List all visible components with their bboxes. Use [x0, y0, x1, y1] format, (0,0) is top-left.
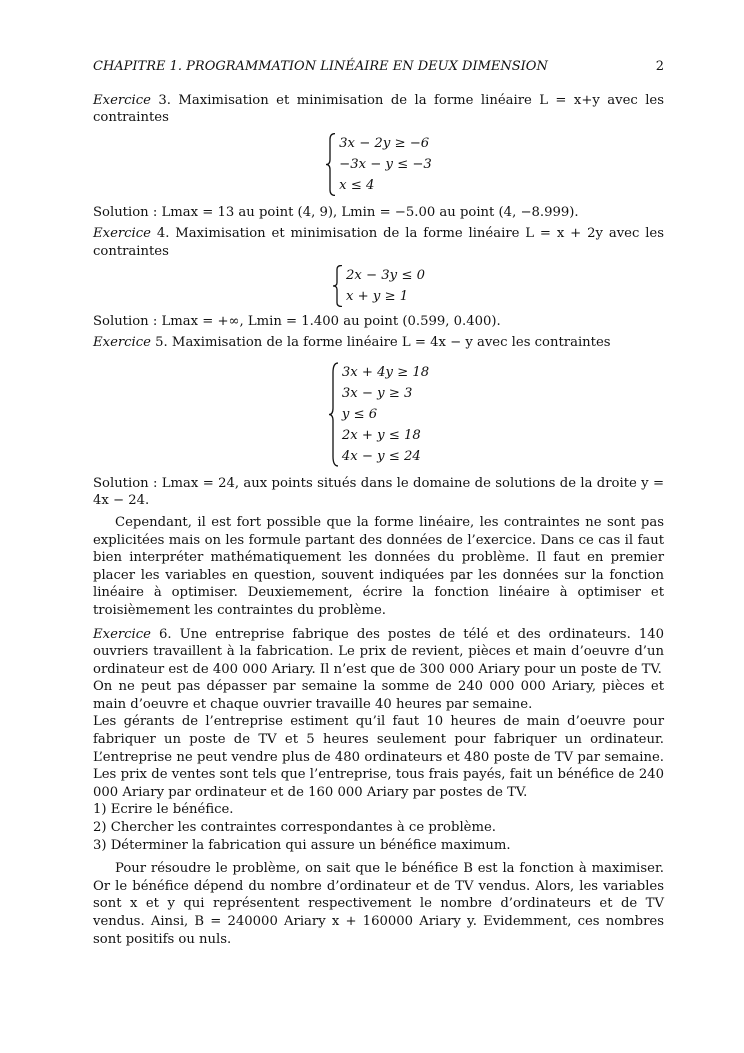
- list-item: 3) Déterminer la fabrication qui assure un bénéfice maximum.: [93, 837, 511, 853]
- constraint-system-5: [93, 362, 664, 467]
- chapter-title: CHAPITRE 1. PROGRAMMATION LINÉAIRE EN DEUX DIMENSION: [93, 59, 548, 74]
- left-brace-icon: [332, 265, 344, 307]
- exercise-3-text: 3. Maximisation et minimisation de la forme linéaire L = x+y avec les contraintes: [93, 92, 664, 126]
- exercise-6-details: Les gérants de l’entreprise estiment qu’il faut 10 heures de main d’oeuvre pour fabriquer un poste de TV et 5 heures seulement pour fabriquer un ordinateur. L’entreprise ne peut vendre plus de 480 ordinateurs et 480 poste de TV par semaine. Les prix de ventes sont tels que l’entreprise, tous frais payés, fait un bénéfice de 240 000 Ariary par ordinateur et de 160 000 Ariary par postes de TV.: [93, 714, 664, 800]
- constraint: 2x + y ≤ 18: [341, 427, 421, 443]
- exercise-4-solution: Solution : Lmax = +∞, Lmin = 1.400 au point (0.599, 0.400).: [93, 313, 501, 329]
- exercise-6-intro: [93, 626, 664, 679]
- exercise-6-budget: On ne peut pas dépasser par semaine la somme de 240 000 000 Ariary, pièces et main d’oeuvre et chaque ouvrier travaille 40 heures par semaine.: [93, 679, 664, 712]
- exercise-6-questions: [93, 801, 664, 854]
- exercise-6-text: 6. Une entreprise fabrique des postes de télé et des ordinateurs. 140 ouvriers travaillent à la fabrication. Le prix de revient, pièces et main d’oeuvre d’un ordinateur est de 400 000 Ariary. Il n’est que de 300 000 Ariary pour un poste de TV.: [93, 626, 664, 677]
- running-header: [93, 58, 664, 76]
- constraint: 3x + 4y ≥ 18: [341, 364, 430, 380]
- constraint: 3x − y ≥ 3: [341, 385, 413, 401]
- exercise-label: Exercice: [93, 226, 151, 242]
- constraint: 2x − 3y ≤ 0: [346, 267, 425, 283]
- exercise-4-text: 4. Maximisation et minimisation de la forme linéaire L = x + 2y avec les contraintes: [93, 226, 664, 259]
- exercise-label: Exercice: [93, 335, 151, 351]
- exercise-4-intro: [93, 225, 664, 260]
- exercise-label: Exercice: [93, 626, 151, 642]
- page-number: 2: [655, 59, 664, 74]
- left-brace-icon: [328, 362, 340, 467]
- list-item: 2) Chercher les contraintes correspondantes à ce problème.: [93, 820, 496, 836]
- exercise-5-solution: Solution : Lmax = 24, aux points situés dans le domaine de solutions de la droite y = 4x − 24.: [93, 475, 664, 509]
- constraint: x ≤ 4: [339, 177, 375, 193]
- exercise-5-text: 5. Maximisation de la forme linéaire L = 4x − y avec les contraintes: [150, 335, 611, 351]
- exercise-3-intro: [93, 92, 664, 127]
- constraint: 4x − y ≤ 24: [341, 448, 421, 464]
- constraint: 3x − 2y ≥ −6: [339, 135, 430, 151]
- constraint-system-3: [93, 133, 664, 196]
- list-item: 1) Ecrire le bénéfice.: [93, 802, 234, 818]
- constraint-system-4: [93, 265, 664, 307]
- left-brace-icon: [325, 133, 337, 196]
- exercise-5-intro: [93, 334, 664, 352]
- page: [93, 58, 664, 952]
- constraint: x + y ≥ 1: [346, 288, 409, 304]
- exercise-label: Exercice: [93, 92, 151, 108]
- exercise-3-solution: Solution : Lmax = 13 au point (4, 9), Lmin = −5.00 au point (4, −8.999).: [93, 204, 579, 220]
- paragraph-explanation: Cependant, il est fort possible que la forme linéaire, les contraintes ne sont pas explicitées mais on les formule partant des données de l’exercice. Dans ce cas il faut bien interpréter mathématiquement les données du problème. Il faut en premier placer les variables en question, souvent indiquées par les données sur la fonction linéaire à optimiser. Deuxiemement, écrire la fonction linéaire à optimiser et troisièmement les contraintes du problème.: [93, 514, 664, 618]
- constraint: −3x − y ≤ −3: [339, 156, 432, 172]
- constraint: y ≤ 6: [341, 406, 378, 422]
- paragraph-resolution: Pour résoudre le problème, on sait que le bénéfice B est la fonction à maximiser. Or le bénéfice dépend du nombre d’ordinateur et de TV vendus. Alors, les variables sont x et y qui représentent respectivement le nombre d’ordinateurs et de TV vendus. Ainsi, B = 240000 Ariary x + 160000 Ariary y. Evidemment, ces nombres sont positifs ou nuls.: [93, 861, 664, 947]
